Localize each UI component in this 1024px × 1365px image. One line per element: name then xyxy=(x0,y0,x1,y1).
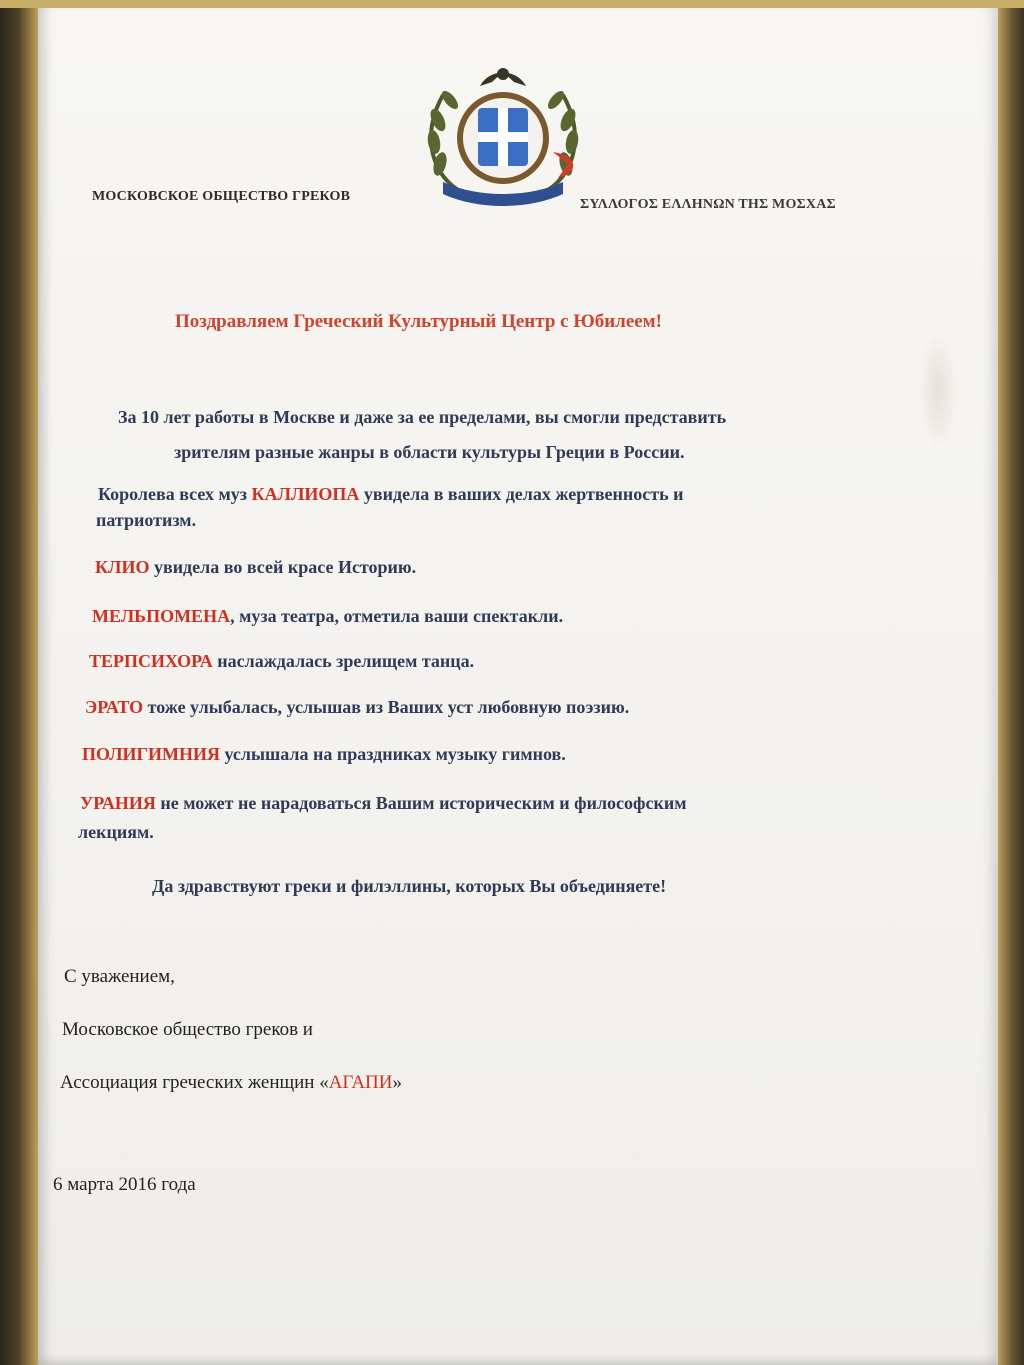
regards: С уважением, xyxy=(64,966,175,987)
kalliopa-name: КАЛЛИОПА xyxy=(251,484,360,504)
assoc-post: » xyxy=(392,1072,403,1093)
org-name-russian: МОСКОВСКОЕ ОБЩЕСТВО ГРЕКОВ xyxy=(92,189,351,204)
erato-line xyxy=(85,693,629,722)
melpomena-name: МЕЛЬПОМЕНА xyxy=(92,606,231,626)
terpsihora-line xyxy=(89,647,474,676)
org-name-greek: ΣΥΛΛΟΓΟΣ ΕΛΛΗΝΩΝ ΤΗΣ ΜΟΣΧΑΣ xyxy=(580,197,836,212)
kalliopa-line xyxy=(98,480,684,509)
erato-text: тоже улыбалась, услышав из Ваших уст любовную поэзию. xyxy=(143,697,630,717)
signature-org: Московское общество греков и xyxy=(62,1019,313,1040)
glass-glare xyxy=(918,330,958,450)
klio-name: КЛИО xyxy=(95,557,150,577)
poligimnia-line xyxy=(82,740,566,769)
urania-line xyxy=(80,789,687,818)
assoc-pre: Ассоциация греческих женщин « xyxy=(60,1072,329,1093)
frame-top-edge xyxy=(0,0,1024,8)
melpomena-line xyxy=(92,602,563,631)
kalliopa-pre: Королева всех муз xyxy=(98,484,252,504)
terpsihora-name: ТЕРПСИХОРА xyxy=(89,651,213,671)
letter-date: 6 марта 2016 года xyxy=(53,1174,196,1195)
letter-heading: Поздравляем Греческий Культурный Центр с Юбилеем! xyxy=(175,311,662,332)
erato-name: ЭРАТО xyxy=(85,697,144,717)
poligimnia-name: ПОЛИГИМНИЯ xyxy=(82,744,220,764)
urania-line-2: лекциям. xyxy=(78,822,154,842)
terpsihora-text: наслаждалась зрелищем танца. xyxy=(212,651,475,671)
poligimnia-text: услышала на праздниках музыку гимнов. xyxy=(219,744,566,764)
greek-society-emblem-icon xyxy=(418,60,588,210)
assoc-name: АГАПИ xyxy=(328,1072,393,1093)
signature-association xyxy=(60,1072,402,1094)
closing-line: Да здравствуют греки и филэллины, которых Вы объединяете! xyxy=(152,876,667,896)
klio-line xyxy=(95,553,416,582)
kalliopa-post: увидела в ваших делах жертвенность и xyxy=(359,484,684,504)
intro-line-2: зрителям разные жанры в области культуры Греции в России. xyxy=(174,442,685,462)
intro-line-1: За 10 лет работы в Москве и даже за ее пределами, вы смогли представить xyxy=(118,407,727,427)
urania-name: УРАНИЯ xyxy=(80,793,156,813)
klio-text: увидела во всей красе Историю. xyxy=(149,557,417,577)
melpomena-text: , муза театра, отметила ваши спектакли. xyxy=(230,606,564,626)
kalliopa-line-2: патриотизм. xyxy=(96,510,197,530)
urania-text: не может не нарадоваться Вашим историческим и философским xyxy=(155,793,687,813)
